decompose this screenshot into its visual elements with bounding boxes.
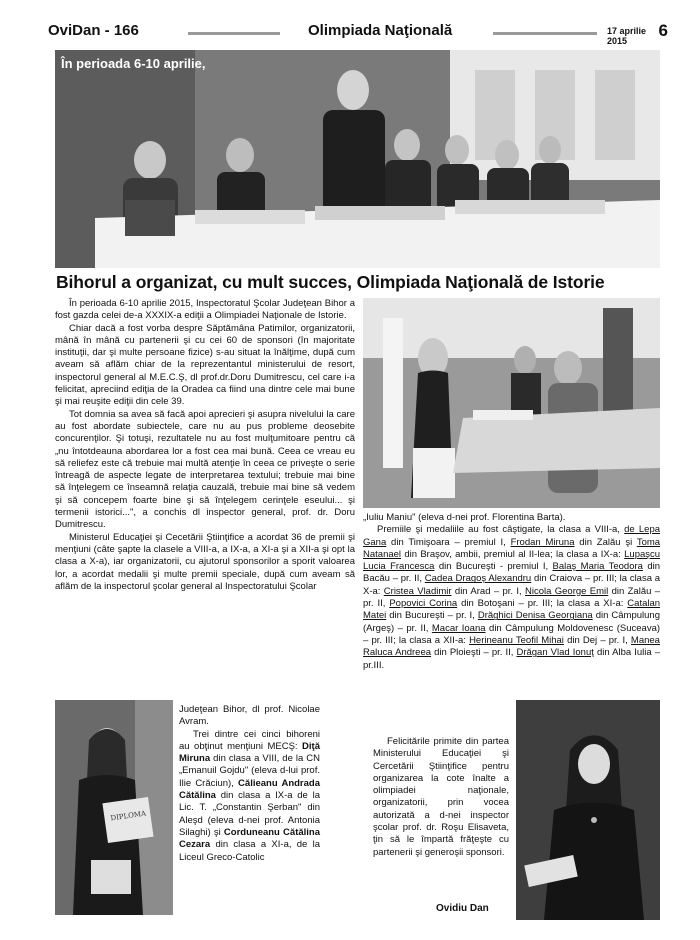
article-column-left [55,298,355,593]
winner-name: de Lepa Gana [363,524,661,548]
student-name: Diţă Miruna [179,740,320,765]
class-label: la clasa a IX-a: [555,548,621,560]
winner-name: Drăghici Denisa Georgiana [477,610,593,622]
student-name: Călieanu Andrada Cătălina [179,777,320,802]
article-headline: Bihorul a organizat, cu mult succes, Olimpiada Naţională de Istorie [56,272,605,292]
paragraph-congratulations: Felicitările primite din partea Ministerului Educaţiei şi Cercetării Ştiinţifice pentru organizarea la cote înalte a olimpiadei naţionale, organizatorii, prin vocea autorizată a d-nei inspector şcolar prof. dr. Roşu Elisaveta, ţin să le împartă frăţeşte cu partenerii şi generoşii sponsori. [373,736,509,858]
winner-name: Balaş Maria Teodora [552,561,643,573]
winner-detail: din Câmpulung Moldovenesc (Suceava) – pr. III; [363,622,661,646]
page-number: 6 [658,21,668,40]
header-rule-right [493,32,597,35]
winner-detail: din Ploieşti – pr. II, [434,647,514,659]
award-handover-photo [363,298,660,508]
issue-date: 17 aprilie 2015 [607,26,647,46]
article-column-closing [373,736,509,859]
winner-name: Popovici Corina [389,598,458,610]
winner-name: Drăgan Vlad Ionuţ [516,647,594,659]
winner-detail: din Timişoara – premiul I, [391,536,506,548]
winner-detail: din Câmpulung (Argeş) – pr. II, [363,610,660,634]
student-detail: din clasa a VIII, de la CN „Emanuil Gojdu" (eleva d-lui prof. Ilie Crăciun), [179,753,320,789]
article-column-mentions [179,704,320,864]
winner-name: Lupaşcu Lucia Francesca [363,548,661,573]
paragraph-awards: Ministerul Educaţiei şi Cecetării Ştiinţifice a acordat 36 de premii şi menţiuni (câte şapte la clasele a VIII-a, a IX-a, a XI-a şi a XII-a şi opt la clasa a X-a), iar organizatorii, cu ajutorul sponsorilor a sporit valoarea lor, a acordat medalii şi multe premii speciale, după cum aveam să aflăm de la inspectorul şcolar general al Inspectoratului Şcolar [55,531,355,592]
student-portrait-photo [516,700,660,920]
article-author: Ovidiu Dan [436,903,489,914]
winner-detail: din Bucureşti – pr. I, [389,610,475,622]
paragraph-mentions [179,729,320,864]
header-rule-left [188,32,280,35]
winner-name: Macar Ioana [431,622,486,634]
winner-name: Cadea Dragoş Alexandru [424,573,532,585]
winner-detail: din Zalău – pr. II, [363,585,661,610]
paragraph-continuation: Judeţean Bihor, dl prof. Nicolae Avram. [179,704,320,728]
paragraph-continuation: „Iuliu Maniu" (eleva d-nei prof. Florentina Barta). [363,512,566,523]
winner-detail: din Braşov, ambii, premiul al II-lea; [404,548,553,560]
winner-detail: din Bacău – pr. II, [363,561,661,585]
winner-name: Cristea Vladimir [383,585,452,597]
diploma-text: DIPLOMA [110,809,147,823]
photo-caption: În perioada 6-10 aprilie, [61,56,206,71]
winner-detail: din Dej – pr. I, [567,634,628,646]
winners-intro: Premiile şi medaliile au fost câştigate, la clasa a VIII-a, [377,524,620,536]
paragraph-organizers: Chiar dacă a fost vorba despre Săptămâna Patimilor, organizatorii, mână în mână cu partenerii şi cu cei 60 de sponsori (în majoritate instituţii, dar şi multe persoane fizice) s-au situat la înălţime, după cum aveam să aflăm chiar de la reprezentantul ministerului de resort, inspectorul general al M.E.C.Ş, dl prof.dr.Doru Dumitrescu, cel care i-a felicitat, apreciind ediţia de la Oradea ca fiind una dintre cele mai bune şi mai reuşite ediţii din cele 39. [55,322,355,408]
winner-name: Frodan Miruna [510,536,575,548]
student-detail: din clasa a IX-a de la Lic. T. „Constantin Şerban" din Aleşd (eleva d-nei prof. Antonia Silaghi) şi [179,790,320,838]
winner-name: Manea Raluca Andreea [363,634,660,659]
winner-detail: din Alba Iulia – pr.III. [363,647,661,671]
paragraph-intro: În perioada 6-10 aprilie 2015, Inspectoratul Şcolar Judeţean Bihor a fost gazda celei de-a XXXIX-a ediţii a Olimpiadei Naţionale de Istorie. [55,298,355,322]
student-portrait-illustration [516,700,660,920]
ceremony-panel-illustration [55,50,660,268]
class-label: la clasa a X-a: [363,573,661,597]
winner-detail: din Arad – pr. I, [454,585,522,597]
winner-detail: din Botoşani – pr. III; [461,598,553,610]
paragraph-winners [363,524,660,672]
winner-detail: din Craiova – pr. III; [533,573,617,585]
mentions-intro: Trei dintre cei cinci bihoreni au obţinut menţiuni MECŞ: [179,728,320,752]
winner-detail: din Bucureşti - premiul I, [438,561,549,573]
publication-title: OviDan - 166 [48,22,139,39]
page-header [48,22,668,44]
winner-name: Catalan Matei [363,598,661,622]
paragraph-assessment: Tot domnia sa avea să facă apoi aprecieri şi asupra nivelului la care au fost abordate subiectele, care nu au pus probleme deosebite concurenţilor. Şi totuşi, rezultatele nu au fost mulţumitoare pentru că „nu întotdeauna abordarea lor a fost cea mai bună. Ceea ce vreau eu să reliefez este că trebuie mai multă atenţie în ceea ce priveşte o serie întreagă de aspecte legate de interpretarea textului; trebuie mai bine să înţelegem ce înseamnă relaţia cauzală, trebuie mai bine să vedem şi să concepem foarte bine şi să înţelegem cerinţele eseului... şi termenii istorici...", a conchis dl inspector general, prof. dr. Doru Dumitrescu. [55,408,355,531]
article-column-winners [363,512,660,672]
class-label: la clasa a XII-a: [398,634,466,646]
winner-name: Nicola George Emil [525,585,609,597]
student-diploma-illustration [55,700,173,915]
winner-name: Toma Natanael [363,536,661,560]
winner-detail: din Zalău şi [579,536,633,548]
award-handover-illustration [363,298,660,508]
class-label: la clasa a XI-a: [556,598,624,610]
student-diploma-photo [55,700,173,915]
student-name: Corduneanu Cătălina Cezara [179,826,321,851]
student-detail: din clasa a XI-a, de la Liceul Greco-Catolic [179,839,321,863]
winner-name: Herineanu Teofil Mihai [469,634,564,646]
ceremony-panel-photo [55,50,660,268]
section-title: Olimpiada Naţională [308,22,453,39]
